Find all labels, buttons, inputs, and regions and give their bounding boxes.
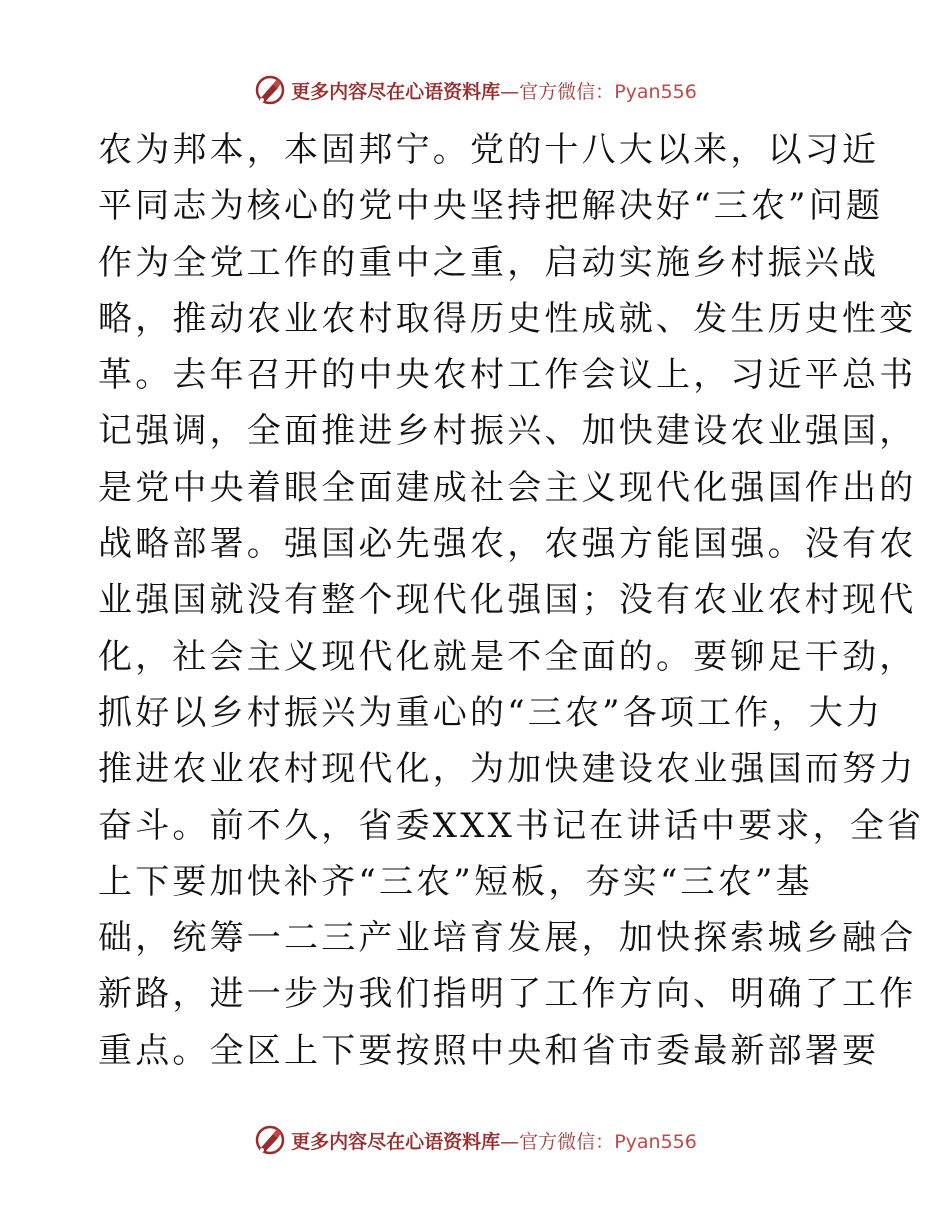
banner-wechat-id: Pyan556 bbox=[614, 80, 697, 103]
text-line: 新路，进一步为我们指明了工作方向、明确了工作 bbox=[98, 974, 917, 1015]
text-line: 重点。全区上下要按照中央和省市委最新部署要 bbox=[98, 1030, 880, 1071]
banner-dash: — bbox=[500, 80, 520, 103]
banner-label: 官方微信： bbox=[519, 1130, 615, 1153]
text-line: 是党中央着眼全面建成社会主义现代化强国作出的 bbox=[98, 467, 917, 508]
footer-banner bbox=[0, 1120, 950, 1160]
document-body bbox=[98, 122, 925, 1079]
text-line: 战略部署。强国必先强农，农强方能国强。没有农 bbox=[98, 524, 917, 565]
text-line: 作为全党工作的重中之重，启动实施乡村振兴战 bbox=[98, 242, 880, 283]
text-line: 抓好以乡村振兴为重心的“三农”各项工作，大力 bbox=[98, 692, 884, 733]
text-line: 础，统筹一二三产业培育发展，加快探索城乡融合 bbox=[98, 918, 917, 959]
banner-wechat-id: Pyan556 bbox=[614, 1130, 697, 1153]
text-line: 业强国就没有整个现代化强国；没有农业农村现代 bbox=[98, 580, 917, 621]
text-line: 革。去年召开的中央农村工作会议上，习近平总书 bbox=[98, 355, 917, 396]
text-line: 平同志为核心的党中央坚持把解决好“三农”问题 bbox=[98, 186, 884, 227]
text-line: 化，社会主义现代化就是不全面的。要铆足干劲， bbox=[98, 636, 917, 677]
text-line: 农为邦本，本固邦宁。党的十八大以来，以习近 bbox=[98, 130, 880, 170]
banner-lead-text: 更多内容尽在心语资料库 bbox=[291, 80, 501, 103]
text-line: 略，推动农业农村取得历史性成就、发生历史性变 bbox=[98, 298, 917, 339]
header-banner bbox=[0, 70, 950, 110]
text-line: 推进农业农村现代化，为加快建设农业强国而努力 bbox=[98, 749, 917, 790]
pen-logo-icon bbox=[253, 1123, 287, 1157]
text-line: 奋斗。前不久，省委XXX书记在讲话中要求，全省 bbox=[98, 805, 925, 846]
pen-logo-icon bbox=[253, 73, 287, 107]
banner-label: 官方微信： bbox=[519, 80, 615, 103]
banner-dash: — bbox=[500, 1130, 520, 1153]
text-line: 上下要加快补齐“三农”短板，夯实“三农”基 bbox=[98, 861, 813, 902]
banner-lead-text: 更多内容尽在心语资料库 bbox=[291, 1130, 501, 1153]
text-line: 记强调，全面推进乡村振兴、加快建设农业强国， bbox=[98, 411, 917, 452]
